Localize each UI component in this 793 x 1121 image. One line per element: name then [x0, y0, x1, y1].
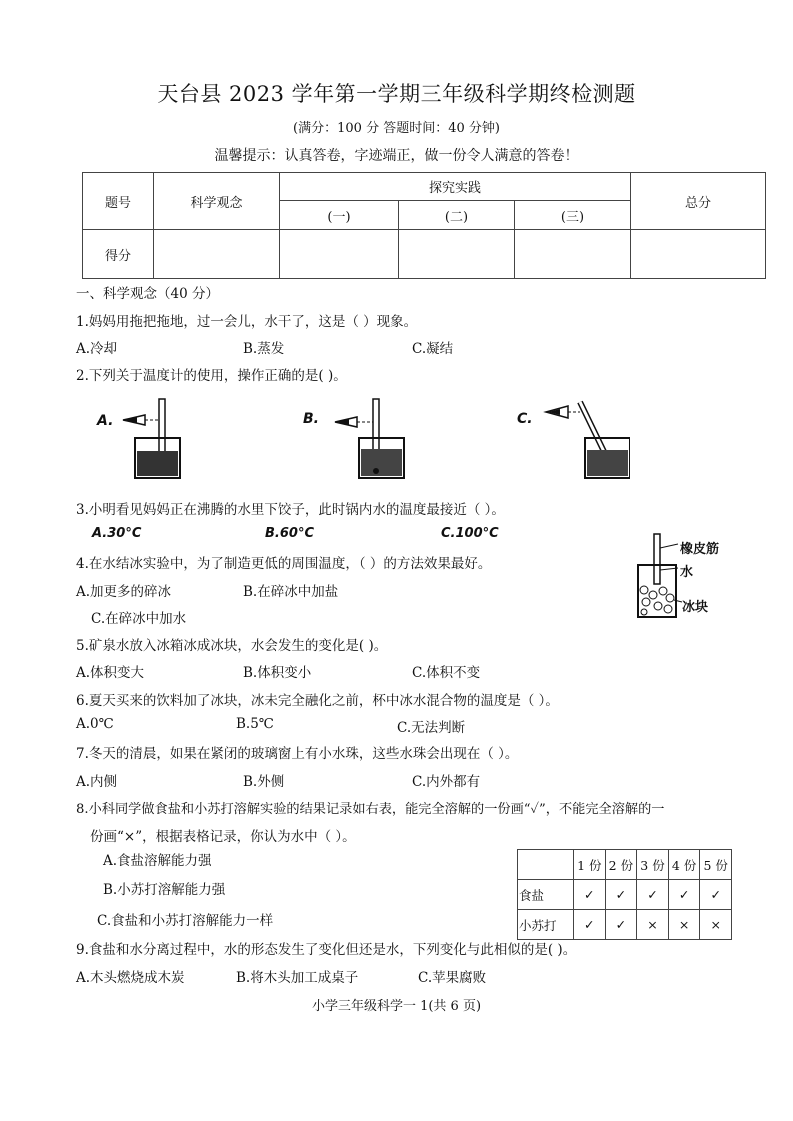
q4-option-a[interactable]: A.加更多的碎冰	[76, 584, 172, 600]
exam-info: (满分：100 分 答题时间：40 分钟)	[293, 121, 500, 136]
page-title: 天台县 2023 学年第一学期三年级科学期终检测题	[157, 82, 636, 106]
sol-header-cell	[518, 850, 574, 880]
score-cell[interactable]	[154, 230, 280, 279]
question-8-cont: 份画“×”，根据表格记录，你认为水中（ ）。	[90, 829, 356, 845]
th-total: 总分	[631, 173, 766, 230]
th-sub-3: (三)	[515, 201, 631, 230]
q9-option-c[interactable]: C.苹果腐败	[418, 970, 487, 986]
q2-option-c[interactable]: C.	[517, 411, 533, 427]
question-3: 3.小明看见妈妈正在沸腾的水里下饺子，此时锅内水的温度最接近（ ）。	[76, 502, 505, 518]
q9-option-a[interactable]: A.木头燃烧成木炭	[76, 970, 185, 986]
q4-option-b[interactable]: B.在碎冰中加盐	[243, 584, 339, 600]
th-concept: 科学观念	[154, 173, 280, 230]
q1-option-a[interactable]: A.冷却	[76, 341, 118, 357]
label-water: 水	[680, 565, 694, 580]
q9-option-b[interactable]: B.将木头加工成桌子	[236, 970, 359, 986]
th-number: 题号	[83, 173, 154, 230]
th-sub-2: (二)	[399, 201, 515, 230]
score-cell[interactable]	[631, 230, 766, 279]
question-4: 4.在水结冰实验中，为了制造更低的周围温度，（ ）的方法效果最好。	[76, 556, 492, 572]
score-cell[interactable]	[280, 230, 399, 279]
sol-cell: ✓	[605, 880, 637, 910]
thermometer-figure-b	[325, 393, 405, 483]
sol-cell: ✓	[700, 880, 732, 910]
q6-option-a[interactable]: A.0℃	[76, 716, 114, 732]
row-score-label: 得分	[83, 230, 154, 279]
page-footer: 小学三年级科学一 1(共 6 页)	[311, 999, 482, 1014]
sol-header-cell: 4 份	[668, 850, 700, 880]
q3-option-c[interactable]: C.100°C	[441, 526, 499, 541]
sol-header-cell: 2 份	[605, 850, 637, 880]
sol-header-cell: 5 份	[700, 850, 732, 880]
th-practice: 探究实践	[280, 173, 631, 201]
q5-option-a[interactable]: A.体积变大	[76, 665, 145, 681]
solubility-table	[517, 849, 732, 940]
question-5: 5.矿泉水放入冰箱冰成冰块，水会发生的变化是( )。	[76, 638, 388, 654]
q2-option-b[interactable]: B.	[303, 411, 319, 427]
q7-option-a[interactable]: A.内侧	[76, 774, 118, 790]
sol-cell: ✓	[668, 880, 700, 910]
sol-row-label: 食盐	[518, 880, 574, 910]
score-table	[82, 172, 766, 279]
q5-option-c[interactable]: C.体积不变	[412, 665, 481, 681]
sol-cell: ×	[700, 910, 732, 940]
label-rubber-band: 橡皮筋	[680, 542, 720, 557]
question-9: 9.食盐和水分离过程中，水的形态发生了变化但还是水，下列变化与此相似的是( )。	[76, 942, 577, 958]
sol-cell: ✓	[605, 910, 637, 940]
sol-header-cell: 1 份	[574, 850, 606, 880]
thermometer-figure-c	[540, 390, 630, 483]
q2-option-a[interactable]: A.	[97, 413, 114, 429]
sol-cell: ✓	[574, 910, 606, 940]
q8-option-c[interactable]: C.食盐和小苏打溶解能力一样	[97, 913, 274, 929]
q6-option-b[interactable]: B.5℃	[236, 716, 274, 732]
q6-option-c[interactable]: C.无法判断	[397, 720, 466, 736]
question-2: 2.下列关于温度计的使用，操作正确的是( )。	[76, 368, 347, 384]
score-cell[interactable]	[399, 230, 515, 279]
q8-option-a[interactable]: A.食盐溶解能力强	[103, 853, 212, 869]
q8-option-b[interactable]: B.小苏打溶解能力强	[103, 882, 226, 898]
question-7: 7.冬天的清晨，如果在紧闭的玻璃窗上有小水珠，这些水珠会出现在（ ）。	[76, 746, 519, 762]
tip-text: 温馨提示：认真答卷，字迹端正，做一份令人满意的答卷！	[214, 148, 579, 164]
q7-option-c[interactable]: C.内外都有	[412, 774, 481, 790]
q1-option-c[interactable]: C.凝结	[412, 341, 454, 357]
q7-option-b[interactable]: B.外侧	[243, 774, 285, 790]
question-6: 6.夏天买来的饮料加了冰块，冰未完全融化之前，杯中冰水混合物的温度是（ ）。	[76, 693, 559, 709]
sol-cell: ×	[668, 910, 700, 940]
sol-cell: ✓	[637, 880, 669, 910]
q5-option-b[interactable]: B.体积变小	[243, 665, 312, 681]
sol-cell: ×	[637, 910, 669, 940]
q4-option-c[interactable]: C.在碎冰中加水	[91, 611, 187, 627]
q3-option-a[interactable]: A.30°C	[92, 526, 142, 541]
question-8: 8.小科同学做食盐和小苏打溶解实验的结果记录如右表，能完全溶解的一份画“✓”，不能完全溶解的一	[76, 802, 665, 817]
th-sub-1: (一)	[280, 201, 399, 230]
score-cell[interactable]	[515, 230, 631, 279]
question-1: 1.妈妈用拖把拖地，过一会儿，水干了，这是（ ）现象。	[76, 314, 418, 330]
q3-option-b[interactable]: B.60°C	[265, 526, 314, 541]
q1-option-b[interactable]: B.蒸发	[243, 341, 285, 357]
label-ice: 冰块	[682, 600, 709, 615]
sol-cell: ✓	[574, 880, 606, 910]
sol-header-cell: 3 份	[637, 850, 669, 880]
section-heading: 一、科学观念（40 分）	[76, 286, 219, 302]
sol-row-label: 小苏打	[518, 910, 574, 940]
thermometer-figure-a	[115, 393, 195, 483]
